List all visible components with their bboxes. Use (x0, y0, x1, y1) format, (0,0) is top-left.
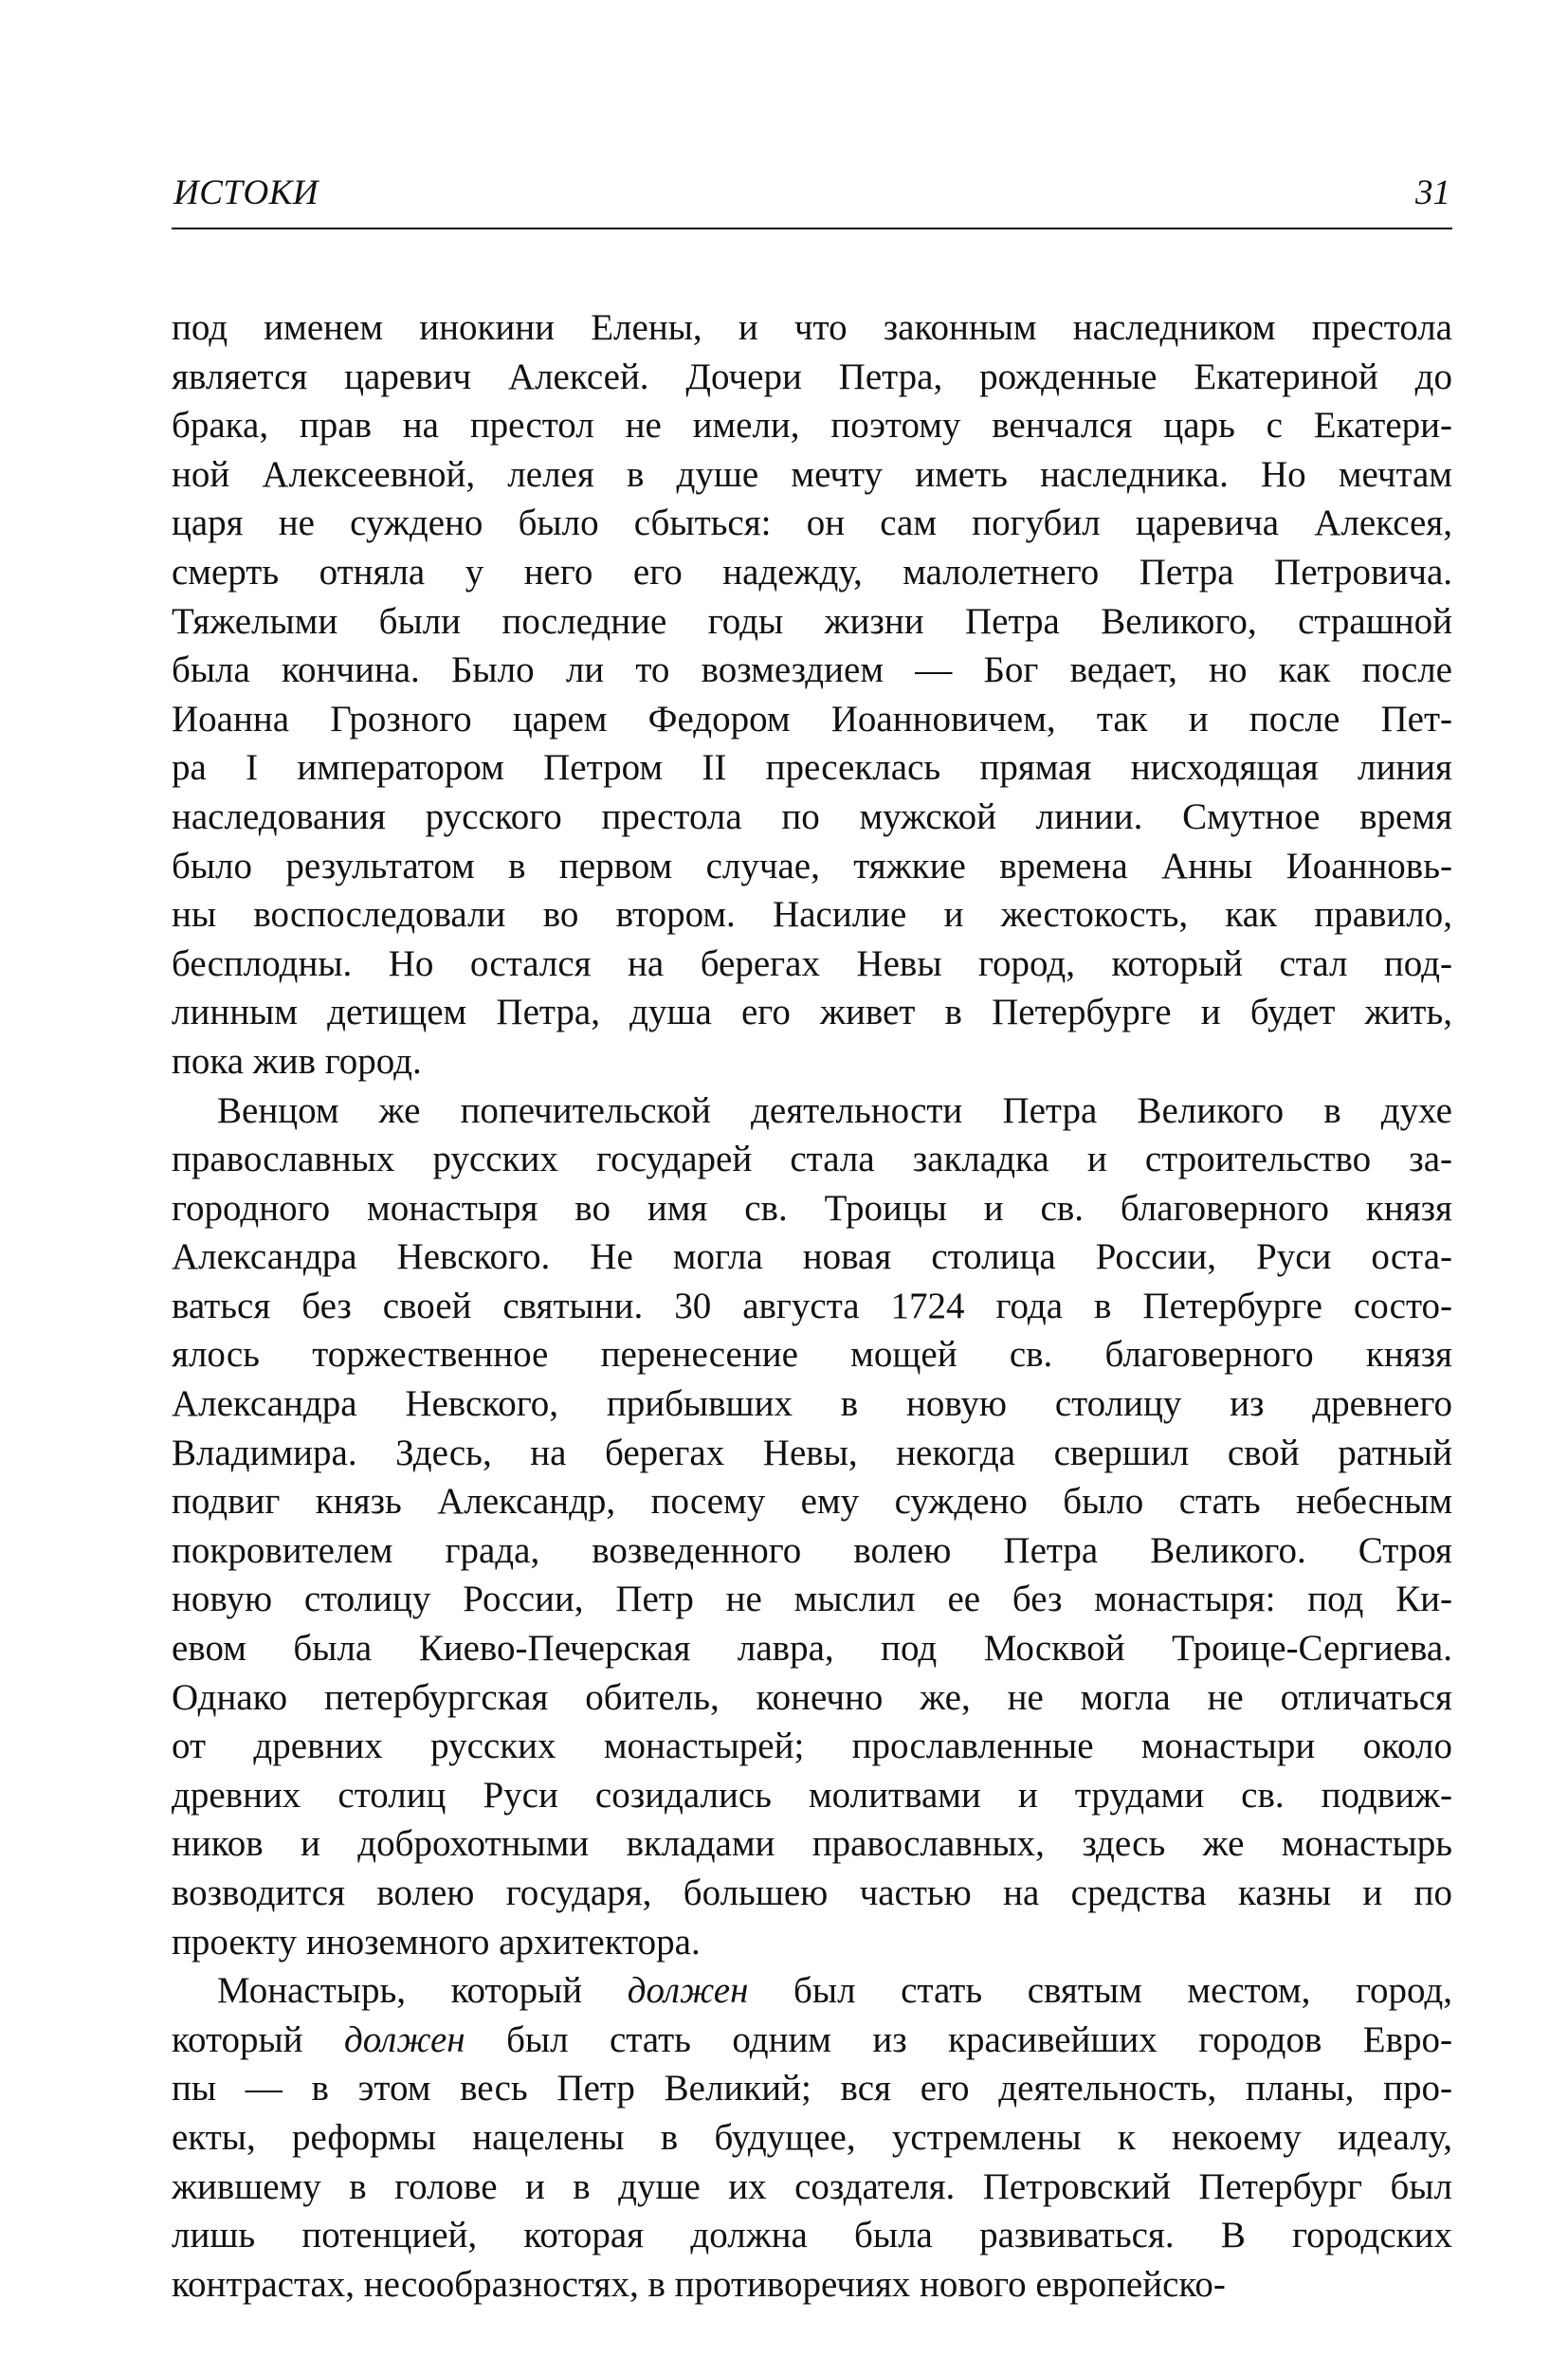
running-header (172, 169, 1452, 229)
text-line: царя не суждено было сбыться: он сам погубил царевича Алексея, (172, 502, 1452, 544)
text-line: ников и доброхотными вкладами православных, здесь же монастырь (172, 1823, 1452, 1865)
text-line: лишь потенцией, которая должна была развиваться. В городских (172, 2215, 1452, 2256)
text-line: ны воспоследовали во втором. Насилие и жестокость, как правило, (172, 894, 1452, 936)
text-line: под именем инокини Елены, и что законным наследником престола (172, 307, 1452, 348)
text-line: Иоанна Грозного царем Федором Иоанновичем, так и после Пет- (172, 698, 1452, 740)
page-number: 31 (1415, 173, 1450, 212)
paragraph (172, 1087, 1452, 1967)
text-line: смерть отняла у него его надежду, малолетнего Петра Петровича. (172, 551, 1452, 593)
text-line: древних столиц Руси созидались молитвами и трудами св. подвиж- (172, 1774, 1452, 1816)
text-line: была кончина. Было ли то возмездием — Бог ведает, но как после (172, 649, 1452, 691)
text-line: евом была Киево-Печерская лавра, под Москвой Троице-Сергиева. (172, 1628, 1452, 1670)
text-line: бесплодны. Но остался на берегах Невы город, который стал под- (172, 942, 1452, 984)
text-line: проекту иноземного архитектора. (172, 1921, 701, 1963)
body-text (172, 303, 1452, 2309)
text-line: Венцом же попечительской деятельности Петра Великого в духе (217, 1089, 1452, 1131)
text-line: Однако петербургская обитель, конечно же, не могла не отличаться (172, 1676, 1452, 1718)
text-line: пока жив город. (172, 1040, 422, 1082)
text-line: жившему в голове и в душе их создателя. Петровский Петербург был (172, 2165, 1452, 2207)
text-line: от древних русских монастырей; прославленные монастыри около (172, 1726, 1452, 1767)
text-line: новую столицу России, Петр не мыслил ее без монастыря: под Ки- (172, 1579, 1452, 1620)
text-line: возводится волею государя, большею частью на средства казны и по (172, 1872, 1452, 1913)
text-line: брака, прав на престол не имели, поэтому венчался царь с Екатери- (172, 405, 1452, 447)
text-line: ной Алексеевной, лелея в душе мечту иметь наследника. Но мечтам (172, 453, 1452, 495)
text-line: подвиг князь Александр, посему ему суждено было стать небесным (172, 1481, 1452, 1523)
running-title: ИСТОКИ (173, 173, 319, 212)
paragraph (172, 1966, 1452, 2309)
text-line: православных русских государей стала закладка и строительство за- (172, 1139, 1452, 1180)
text-line: екты, реформы нацелены в будущее, устремлены к некоему идеалу, (172, 2116, 1452, 2158)
text-line: покровителем града, возведенного волею Петра Великого. Строя (172, 1529, 1452, 1571)
text-line: ялось торжественное перенесение мощей св. благоверного князя (172, 1334, 1452, 1376)
text-line: ваться без своей святыни. 30 августа 1724 года в Петербурге состо- (172, 1285, 1452, 1326)
text-line: городного монастыря во имя св. Троицы и св. благоверного князя (172, 1187, 1452, 1229)
text-line: является царевич Алексей. Дочери Петра, рожденные Екатериной до (172, 356, 1452, 397)
text-line: который должен был стать одним из красивейших городов Евро- (172, 2018, 1452, 2060)
text-line: было результатом в первом случае, тяжкие времена Анны Иоанновь- (172, 845, 1452, 886)
text-line: наследования русского престола по мужской линии. Смутное время (172, 795, 1452, 837)
text-line: Владимира. Здесь, на берегах Невы, некогда свершил свой ратный (172, 1432, 1452, 1473)
text-line: ра I императором Петром II пресеклась прямая нисходящая линия (172, 747, 1452, 789)
paragraph (172, 303, 1452, 1087)
text-line: Александра Невского. Не могла новая столица России, Руси оста- (172, 1236, 1452, 1278)
text-line: контрастах, несообразностях, в противоречиях нового европейско- (172, 2263, 1226, 2305)
text-line: Тяжелыми были последние годы жизни Петра Великого, страшной (172, 600, 1452, 642)
text-line: линным детищем Петра, душа его живет в Петербурге и будет жить, (172, 992, 1452, 1033)
text-line: пы — в этом весь Петр Великий; вся его деятельность, планы, про- (172, 2068, 1452, 2109)
text-line: Монастырь, который должен был стать святым местом, город, (217, 1970, 1452, 2012)
text-line: Александра Невского, прибывших в новую столицу из древнего (172, 1383, 1452, 1425)
